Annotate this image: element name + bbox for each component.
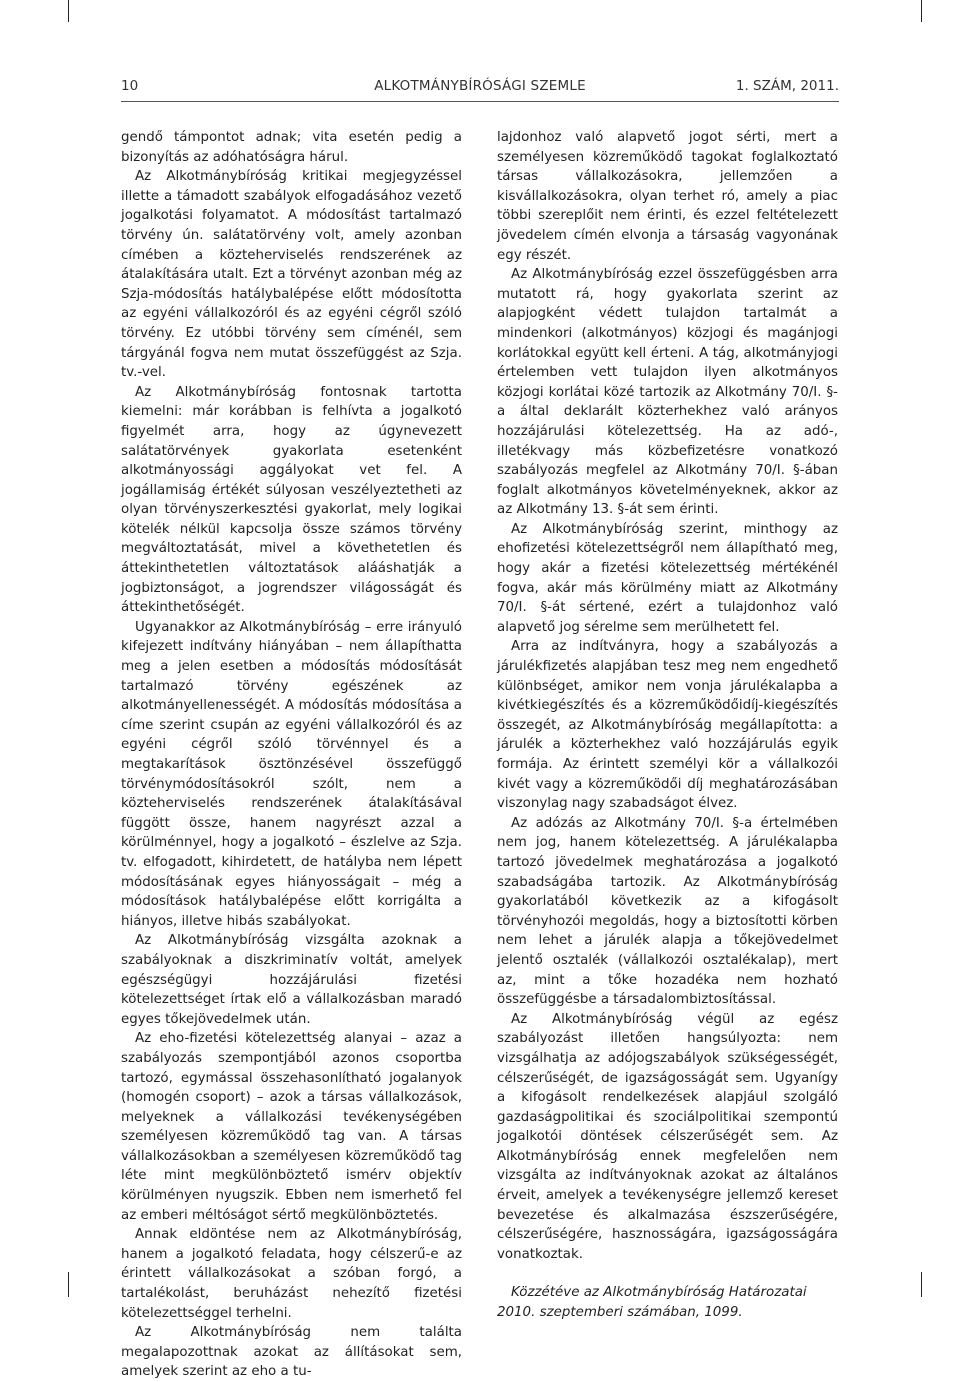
paragraph: Az eho-fizetési kötelezettség alanyai – azaz a szabályozás szempontjából azonos csoportba tartozó, egymással összehasonlítható jogalanyok (homogén csoport) – azok a társas vállalkozások, melyeknek a vállalkozási tevékenységében személyesen közreműködő tag van. A társas vállalkozásokban a személyesen közreműködő tag léte mint megkülönböztető ismérv objektív körülményen nyugszik. Ebben nem ismerhető fel az emberi méltóságot sértő megkülönböztetés. bbox=[121, 1031, 462, 1223]
paragraph: Az Alkotmánybíróság vizsgálta azoknak a szabályoknak a diszkriminatív voltát, amelyek egészségügyi hozzájárulási fizetési kötelezettséget írtak elő a vállalkozásban maradó egyes tőkejövedelmek után. bbox=[121, 933, 462, 1027]
paragraph: Az adózás az Alkotmány 70/I. §-a értelmében nem jog, hanem kötelezettség. A járulékalapba tartozó jövedelmek meghatározása a jogalkotó szabadságába tartozik. Az Alkotmánybíróság gyakorlatából következik az a kifogásolt törvényhozói megoldás, hogy a biztosítotti körben nem lehet a járulék alapja a tőkejövedelmet jelentő osztalék (vállalkozói osztalékalap), mert az, mint a tőke hozadéka nem hozható összefüggésbe a társadalombiztosítással. bbox=[497, 815, 838, 1008]
left-column bbox=[121, 128, 462, 1380]
paragraph: Annak eldöntése nem az Alkotmánybíróság, hanem a jogalkotó feladata, hogy célszerű-e az érintett vállalkozásokat a szóban forgó, a tartalékolást, beruházást nehezítő fizetési kötelezettséggel terhelni. bbox=[121, 1227, 462, 1321]
paragraph: Ugyanakkor az Alkotmánybíróság – erre irányuló kifejezett indítvány hiányában – nem állapíthatta meg a jelen esetben a módosítás módosítását tartalmazó törvény egészének az alkotmányellenességét. A módosítás módosítása a címe szerint csupán az egyéni vállalkozóról és az egyéni cégről szóló törvénnyel és a megtakarítások ösztönzésével összefüggő törvénymódosításokról szólt, nem a közteherviselés rendszerének átalakításával függött össze, hanem nagyrészt azzal a körülménnyel, hogy a jogalkotó – észlelve az Szja. tv. elfogadott, kihirdetett, de hatályba nem lépett módosításának egyes hiányosságait – még a módosítások hatálybalépése előtt korrigálta a hiányos, illetve hibás szabályokat. bbox=[121, 619, 462, 929]
paragraph: Az Alkotmánybíróság végül az egész szabályozást illetően hangsúlyozta: nem vizsgálhatja az adójogszabályok szükségességét, célszerűségét, de igazságosságát sem. Ugyanígy a kifogásolt rendelkezések alapjául szolgáló gazdaságpolitikai és szociálpolitikai szempontú jogalkotói döntések célszerűségét sem. Az Alkotmánybíróság ennek megfelelően nem vizsgálta az indítványoknak azokat az általános érveit, amelyek a tevékenységre jellemző kereset bevezetése és alkalmazása észszerűségére, célszerűségére, hasznosságára, igazságosságára vonatkoztak. bbox=[497, 1011, 838, 1262]
paragraph: Az Alkotmánybíróság szerint, minthogy az ehofizetési kötelezettségről nem állapítható meg, hogy akár a fizetési kötelezettség mértékénél fogva, akár más körülmény miatt az Alkotmány 70/I. §-át sértené, ezért a tulajdonhoz való alapvető jog sérelme sem merülhetett fel. bbox=[497, 521, 838, 635]
paragraph: gendő támpontot adnak; vita esetén pedig a bizonyítás az adóhatóságra hárul. bbox=[121, 130, 462, 165]
header-rule bbox=[121, 101, 839, 102]
paragraph: lajdonhoz való alapvető jogot sérti, mert a személyesen közreműködő tagokat foglalkoztató társas vállalkozásokra, jellemzően a kisvállalkozásokra, olyan terhet ró, amely a piac többi szereplőit nem érinti, és ezzel feltételezett jövedelem címén elvonja a társaság vagyonának egy részét. bbox=[497, 130, 838, 263]
crop-mark bbox=[921, 1272, 922, 1297]
page-number: 10 bbox=[121, 78, 139, 94]
crop-mark bbox=[68, 0, 69, 22]
paragraph: Az Alkotmánybíróság nem találta megalapozottnak azokat az állításokat sem, amelyek szerint az eho a tu- bbox=[121, 1325, 462, 1380]
paragraph: Az Alkotmánybíróság fontosnak tartotta kiemelni: már korábban is felhívta a jogalkotó figyelmét arra, hogy az úgynevezett salátatörvények gyakorlata esetenként alkotmányossági aggályokat vet fel. A jogállamiság értékét súlyosan veszélyeztetheti az olyan törvényszerkesztési gyakorlat, mely logikai kötelék nélkül kapcsolja össze számos törvény megváltoztatását, mivel a követhetetlen és áttekinthetetlen változtatások alááshatják a jogbiztonságot, a jogrendszer világosságát és áttekinthetőségét. bbox=[121, 384, 462, 616]
issue-label: 1. SZÁM, 2011. bbox=[735, 78, 839, 94]
journal-title: ALKOTMÁNYBÍRÓSÁGI SZEMLE bbox=[374, 78, 586, 94]
right-column bbox=[497, 128, 838, 1321]
paragraph: Arra az indítványra, hogy a szabályozás a járulékfizetés alapjában tesz meg nem engedhető különbséget, amikor nem vonja járulékalapba a kivétkiegészítés és a közreműködőidíj-kiegészítés összegét, az Alkotmánybíróság megállapította: a járulék a közterhekhez való hozzájárulás egyik formája. Az érintett személyi kör a vállalkozói kivét vagy a közreműködői díj meghatározásában viszonylag nagy szabadságot élvez. bbox=[497, 639, 838, 812]
running-header bbox=[121, 74, 839, 98]
paragraph: Az Alkotmánybíróság kritikai megjegyzéssel illette a támadott szabályok elfogadásához vezető jogalkotási folyamatot. A módosítást tartalmazó törvény ún. salátatörvény volt, amely azonban címében a közteherviselés rendszerének az átalakítására utalt. Ezt a törvényt azonban még az Szja-módosítás hatálybalépése előtt módosította az egyéni vállalkozóról és az egyéni cégről szóló törvény. Ez utóbbi törvény sem címénél, sem tárgyánál fogva nem mutat összefüggést az Szja. tv.-vel. bbox=[121, 169, 462, 381]
crop-mark bbox=[68, 1272, 69, 1297]
publication-note: Közzétéve az Alkotmánybíróság Határozatai 2010. szeptemberi számában, 1099. bbox=[497, 1285, 807, 1321]
paragraph: Az Alkotmánybíróság ezzel összefüggésben arra mutatott rá, hogy gyakorlata szerint az alapjogként védett tulajdon tartalmát a mindenkori (alkotmányos) közjogi és magánjogi korlátokkal együtt kell érteni. A tág, alkotmányjogi értelemben vett tulajdon ilyen alkotmányos közjogi korlátai közé tartozik az Alkotmány 70/I. §-a által deklarált közterhekhez való arányos hozzájárulási kötelezettség. Ha az adó-, illetékvagy más közbefizetésre vonatkozó szabályozás megfelel az Alkotmány 70/I. §-ában foglalt alkotmányos követelményeknek, akkor az az Alkotmány 13. §-át sem érinti. bbox=[497, 267, 838, 518]
crop-mark bbox=[921, 0, 922, 22]
